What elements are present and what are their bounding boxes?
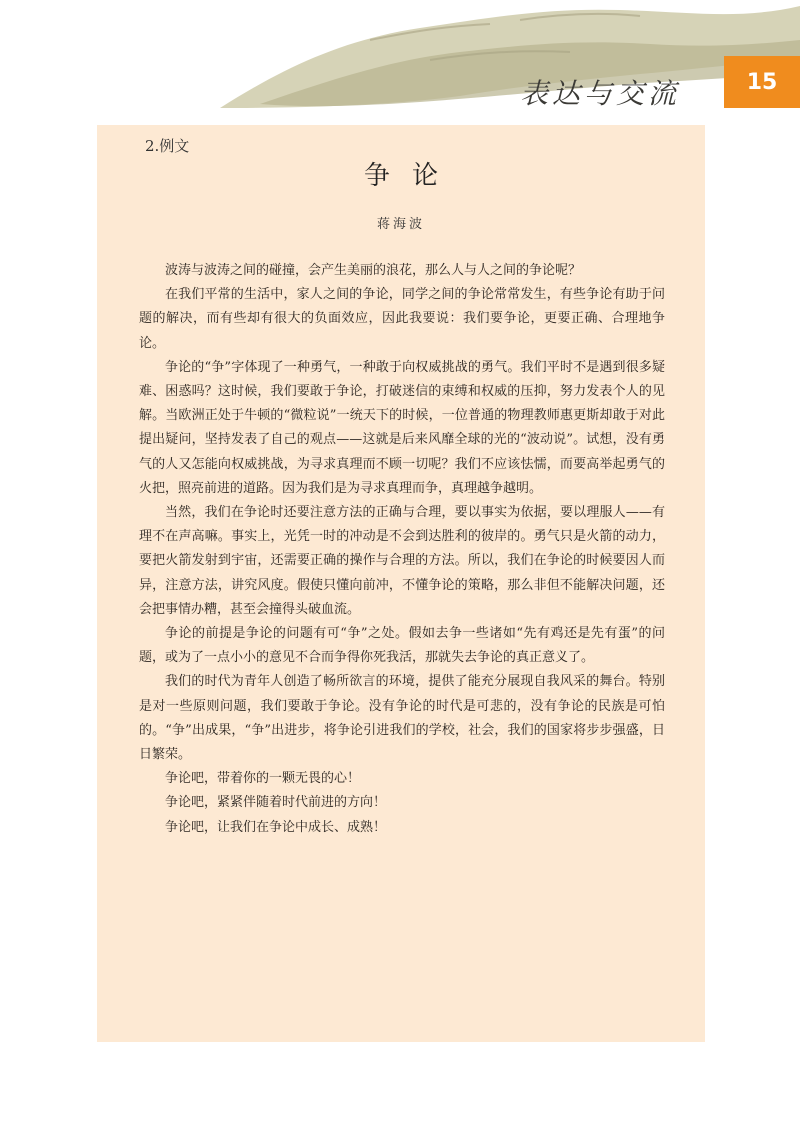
content-panel xyxy=(97,125,705,1042)
paragraph-3: 争论的“争”字体现了一种勇气，一种敢于向权威挑战的勇气。我们平时不是遇到很多疑难、困惑吗？这时候，我们要敢于争论，打破迷信的束缚和权威的压抑，努力发表个人的见解。当欧洲正处于牛顿的“微粒说”一统天下的时候，一位普通的物理教师惠更斯却敢于对此提出疑问，坚持发表了自己的观点——这就是后来风靡全球的光的“波动说”。试想，没有勇气的人又怎能向权威挑战，为寻求真理而不顾一切呢？我们不应该怯懦，而要高举起勇气的火把，照亮前进的道路。因为我们是为寻求真理而争，真理越争越明。 xyxy=(139,359,665,496)
paragraph-9: 争论吧，让我们在争论中成长、成熟！ xyxy=(165,819,387,835)
essay-author: 蒋海波 xyxy=(376,217,425,232)
paragraph-4: 当然，我们在争论时还要注意方法的正确与合理，要以事实为依据，要以理服人——有理不在声高嘛。事实上，光凭一时的冲动是不会到达胜利的彼岸的。勇气只是火箭的动力，要把火箭发射到宇宙，还需要正确的操作与合理的方法。所以，我们在争论的时候要因人而异，注意方法，讲究风度。假使只懂向前冲，不懂争论的策略，那么非但不能解决问题，还会把事情办糟，甚至会撞得头破血流。 xyxy=(139,505,665,617)
chapter-title: 表达与交流 xyxy=(520,77,681,110)
paragraph-2: 在我们平常的生活中，家人之间的争论，同学之间的争论常常发生，有些争论有助于问题的解决，而有些却有很大的负面效应，因此我要说：我们要争论，更要正确、合理地争论。 xyxy=(139,287,665,351)
paragraph-5: 争论的前提是争论的问题有可“争”之处。假如去争一些诸如“先有鸡还是先有蛋”的问题，或为了一点小小的意见不合而争得你死我活，那就失去争论的真正意义了。 xyxy=(139,626,665,666)
page-number-badge: 15 xyxy=(724,56,800,108)
section-label: 2.例文 xyxy=(145,137,190,155)
paragraph-8: 争论吧，紧紧伴随着时代前进的方向！ xyxy=(165,795,387,811)
essay-title: 争论 xyxy=(363,161,460,191)
paragraph-1: 波涛与波涛之间的碰撞，会产生美丽的浪花，那么人与人之间的争论呢？ xyxy=(165,263,582,278)
paragraph-6: 我们的时代为青年人创造了畅所欲言的环境，提供了能充分展现自我风采的舞台。特别是对一些原则问题，我们要敢于争论。没有争论的时代是可悲的，没有争论的民族是可怕的。“争”出成果，“争”出进步，将争论引进我们的学校，社会，我们的国家将步步强盛，日日繁荣。 xyxy=(139,674,665,763)
paragraph-7: 争论吧，带着你的一颗无畏的心！ xyxy=(165,771,361,787)
header-brush-decoration xyxy=(220,0,800,110)
essay-body xyxy=(139,259,665,840)
